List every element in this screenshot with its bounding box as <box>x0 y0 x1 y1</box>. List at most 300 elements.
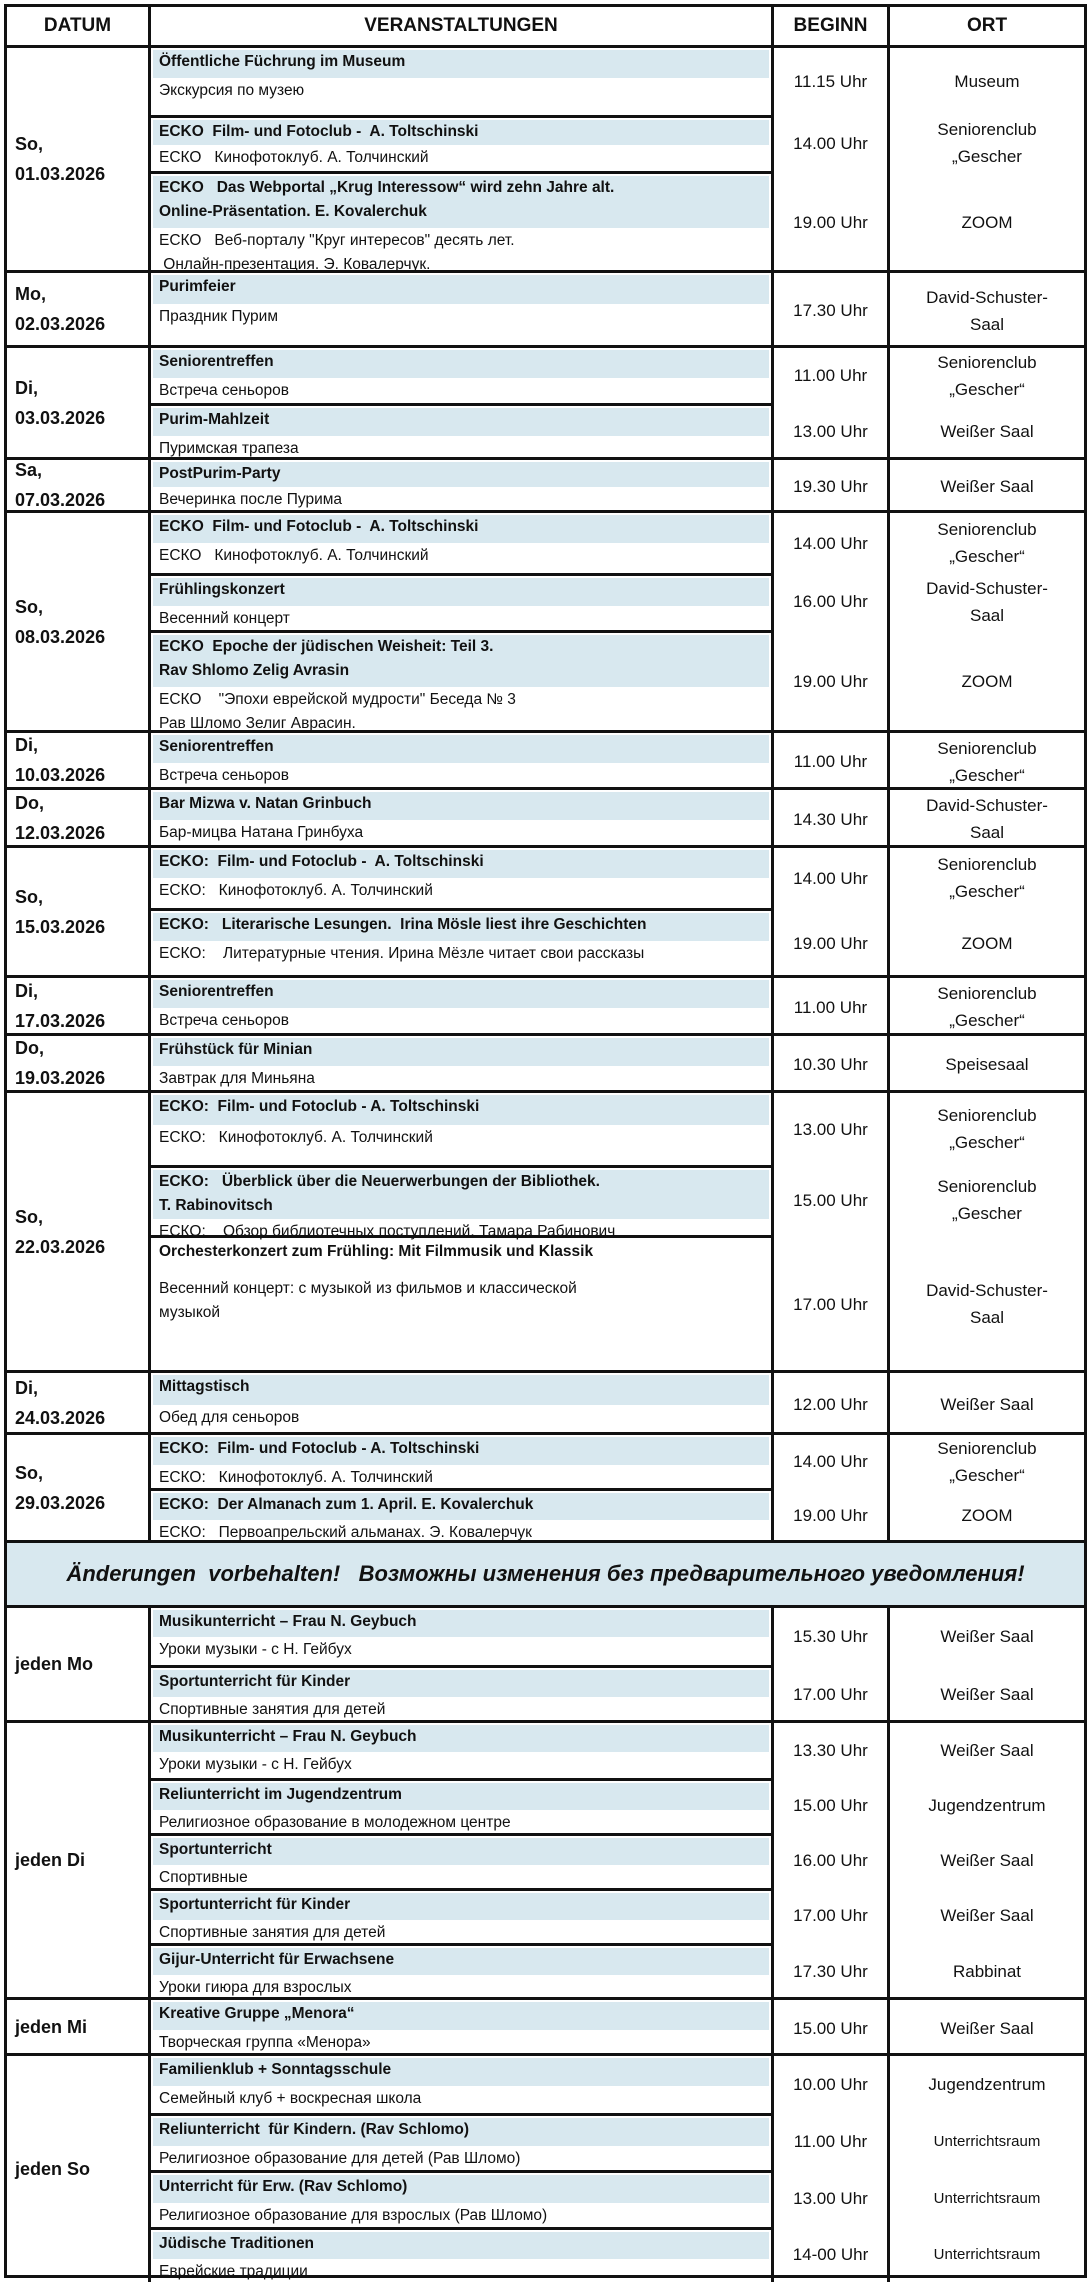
event-title-de: ECKO Epoche der jüdischen Weisheit: Teil 3. Rav Shlomo Zelig Avrasin <box>153 635 769 687</box>
date-cell <box>7 48 151 270</box>
date-label <box>15 788 105 848</box>
event-place: Unterrichtsraum <box>933 2246 1041 2263</box>
event-title-de: Reliunterricht für Kindern. (Rav Schlomo) <box>153 2118 769 2146</box>
event-title-de: Frühstück für Minian <box>153 1038 769 1066</box>
date-group <box>7 48 1084 273</box>
header-datum: DATUM <box>7 7 151 45</box>
event-entry <box>151 790 771 848</box>
date-label <box>15 882 105 942</box>
event-place: David-Schuster- Saal <box>926 578 1048 625</box>
event-time: 17.30 Uhr <box>793 301 868 320</box>
event-time: 14.00 Uhr <box>793 133 868 153</box>
date-weekday: So, <box>15 596 44 617</box>
event-title-ru: Религиозное образование для детей (Рав Шломо) <box>159 2150 521 2167</box>
event-place: Weißer Saal <box>940 1684 1034 1704</box>
event-title-de: Sportunterricht für Kinder <box>153 1670 769 1697</box>
time-cell <box>774 733 890 787</box>
event-title-de: ECKO: Film- und Fotoclub - A. Toltschinski <box>153 1095 769 1125</box>
event-title-de: Purimfeier <box>153 275 769 304</box>
event-place: Speisesaal <box>945 1055 1029 1074</box>
event-entry <box>151 1723 771 1778</box>
time-cell <box>774 2056 890 2282</box>
date-value: 19.03.2026 <box>15 1068 106 1088</box>
date-label <box>15 279 105 339</box>
event-entry <box>151 2056 771 2113</box>
event-entry <box>151 1488 771 1543</box>
time-cell <box>774 48 890 270</box>
event-entry <box>151 48 771 115</box>
event-title-de: Seniorentreffen <box>153 735 769 763</box>
event-time: 11.00 Uhr <box>793 997 868 1017</box>
event-place: Seniorenclub „Gescher“ <box>937 984 1037 1030</box>
place-cell <box>890 1373 1084 1432</box>
time-cell <box>774 1723 890 1997</box>
date-cell <box>7 460 151 510</box>
event-entry <box>151 2170 771 2227</box>
date-group <box>7 1036 1084 1093</box>
date-cell <box>7 1093 151 1370</box>
event-place: David-Schuster- Saal <box>926 287 1048 334</box>
time-cell <box>774 513 890 730</box>
event-place: Jugendzentrum <box>928 2075 1046 2094</box>
event-time: 19.00 Uhr <box>793 672 868 691</box>
event-place: Weißer Saal <box>940 1741 1034 1760</box>
event-title-de: Frühlingskonzert <box>153 578 769 606</box>
date-group <box>7 348 1084 460</box>
event-entry <box>151 2113 771 2170</box>
event-entry <box>151 2000 771 2056</box>
event-title-ru: ЕСКО: Кинофотоклуб. А. Толчинский <box>159 1129 433 1146</box>
event-entry <box>151 115 771 171</box>
event-time: 13.00 Uhr <box>793 422 868 441</box>
place-cell <box>890 2056 1084 2282</box>
event-time: 17.00 Uhr <box>793 1684 868 1704</box>
date-group <box>7 513 1084 733</box>
event-place: ZOOM <box>961 933 1013 953</box>
event-place: Weißer Saal <box>940 1906 1034 1925</box>
date-value: 01.03.2026 <box>15 164 106 184</box>
date-weekday: So, <box>15 134 44 154</box>
event-title-de: Reliunterricht im Jugendzentrum <box>153 1783 769 1810</box>
date-label <box>15 1373 105 1433</box>
event-title-ru: Уроки музыки - с Н. Гейбух <box>159 1756 352 1773</box>
header-ort: ORT <box>966 15 1008 36</box>
date-group <box>7 1093 1084 1373</box>
date-cell <box>7 1435 151 1540</box>
event-title-ru: Уроки гиюра для взрослых <box>159 1979 352 1996</box>
date-cell <box>7 848 151 975</box>
event-place: ZOOM <box>961 672 1013 691</box>
date-group <box>7 1435 1084 1543</box>
event-title-de: ECKO: Film- und Fotoclub - A. Toltschinski <box>153 1437 769 1465</box>
place-cell <box>890 790 1084 845</box>
date-value: 29.03.2026 <box>15 1492 106 1513</box>
event-title-ru: Семейный клуб + воскресная школа <box>159 2090 422 2107</box>
event-time: 11.00 Uhr <box>793 366 868 385</box>
event-entry <box>151 848 771 908</box>
date-value: 02.03.2026 <box>15 314 106 334</box>
event-title-ru: Бар-мицва Натана Гринбуха <box>159 824 364 841</box>
date-weekday: Di, <box>15 1377 39 1398</box>
place-cell <box>890 733 1084 787</box>
date-group <box>7 1723 1084 2000</box>
event-title-de: ECKO: Film- und Fotoclub - A. Toltschinski <box>153 850 769 878</box>
event-place: Seniorenclub „Gescher“ <box>937 738 1037 785</box>
events-cell <box>151 348 774 457</box>
place-cell <box>890 2000 1084 2053</box>
event-place: Seniorenclub „Gescher <box>937 1177 1037 1223</box>
date-group <box>7 848 1084 978</box>
event-title-de: Orchesterkonzert zum Frühling: Mit Filmmusik und Klassik <box>159 1243 594 1260</box>
events-cell <box>151 978 774 1033</box>
event-entry <box>151 403 771 460</box>
changes-notice-banner: Änderungen vorbehalten! Возможны изменения без предварительного уведомления! <box>7 1543 1084 1608</box>
date-weekday: Di, <box>15 980 39 1001</box>
event-title-de: Musikunterricht – Frau N. Geybuch <box>153 1610 769 1637</box>
event-title-de: ECKO: Literarische Lesungen. Irina Mösle liest ihre Geschichten <box>153 913 769 941</box>
event-time: 11.15 Uhr <box>793 72 868 91</box>
event-title-ru: ЕСКО: Кинофотоклуб. А. Толчинский <box>159 882 433 899</box>
date-weekday: Do, <box>15 1038 44 1058</box>
event-time: 10.30 Uhr <box>793 1055 868 1074</box>
events-cell <box>151 2000 774 2053</box>
event-title-ru: Религиозное образование в молодежном центре <box>159 1814 511 1831</box>
events-cell <box>151 1723 774 1997</box>
event-time: 16.00 Uhr <box>793 592 868 611</box>
event-time: 17.30 Uhr <box>793 1962 868 1981</box>
event-time: 14.00 Uhr <box>793 1452 868 1471</box>
event-entry <box>151 1665 771 1723</box>
event-entry <box>151 908 771 978</box>
events-cell <box>151 273 774 345</box>
place-cell <box>890 1435 1084 1540</box>
event-time: 13.00 Uhr <box>793 2189 868 2208</box>
event-time: 15.00 Uhr <box>793 1190 868 1210</box>
event-title-de: Unterricht für Erw. (Rav Schlomo) <box>153 2175 769 2203</box>
event-title-ru: ЕСКО: Литературные чтения. Ирина Мёзле читает свои рассказы <box>159 945 645 962</box>
date-label <box>15 1033 105 1093</box>
event-title-de: Seniorentreffen <box>153 350 769 378</box>
date-cell <box>7 1373 151 1432</box>
date-cell <box>7 733 151 787</box>
date-weekday: So, <box>15 1206 44 1227</box>
event-title-ru: Экскурсия по музею <box>159 82 305 99</box>
date-value: 07.03.2026 <box>15 490 106 510</box>
date-cell <box>7 273 151 345</box>
event-title-de: Sportunterricht für Kinder <box>153 1893 769 1920</box>
event-time: 14.00 Uhr <box>793 533 868 553</box>
event-entry <box>151 171 771 273</box>
table-header <box>7 7 1084 48</box>
place-cell <box>890 1608 1084 1720</box>
date-cell <box>7 1723 151 1997</box>
event-time: 11.00 Uhr <box>793 2132 868 2151</box>
event-entry <box>151 2227 771 2282</box>
time-cell <box>774 2000 890 2053</box>
date-label <box>15 129 105 189</box>
events-cell <box>151 48 774 273</box>
date-weekday: jeden Mi <box>15 2016 88 2037</box>
events-cell <box>151 848 774 975</box>
date-label <box>15 2012 87 2042</box>
date-value: 22.03.2026 <box>15 1236 106 1257</box>
events-cell <box>151 513 774 730</box>
place-cell <box>890 978 1084 1033</box>
date-value: 24.03.2026 <box>15 1407 106 1428</box>
event-time: 15.30 Uhr <box>793 1627 868 1646</box>
event-title-ru: Еврейские традиции <box>159 2263 308 2280</box>
place-cell <box>890 460 1084 510</box>
event-title-ru: Религиозное образование для взрослых (Рав Шломо) <box>159 2207 548 2224</box>
event-title-ru: ЕСКО: Первоапрельский альманах. Э. Ковалерчук <box>159 1524 532 1541</box>
event-title-ru: Завтрак для Миньяна <box>159 1070 315 1087</box>
event-title-ru: Встреча сеньоров <box>159 1012 290 1029</box>
events-cell <box>151 1373 774 1432</box>
date-group <box>7 2000 1084 2056</box>
schedule-table <box>4 4 1087 2278</box>
time-cell <box>774 1093 890 1370</box>
event-title-de: Bar Mizwa v. Natan Grinbuch <box>153 792 769 820</box>
event-place: Unterrichtsraum <box>933 2133 1041 2150</box>
time-cell <box>774 1373 890 1432</box>
events-cell <box>151 1093 774 1370</box>
date-label <box>15 592 105 652</box>
date-label <box>15 1202 105 1262</box>
event-title-de: ECKO Film- und Fotoclub - A. Toltschinski <box>153 120 769 145</box>
event-entry <box>151 1093 771 1165</box>
date-cell <box>7 978 151 1033</box>
event-entry <box>151 273 771 348</box>
event-entry <box>151 1888 771 1943</box>
time-cell <box>774 1036 890 1090</box>
event-entry <box>151 1608 771 1665</box>
date-label <box>15 1458 105 1518</box>
event-title-de: ECKO Film- und Fotoclub - A. Toltschinski <box>153 515 769 543</box>
date-label <box>15 455 105 515</box>
event-title-de: Seniorentreffen <box>153 980 769 1008</box>
event-title-de: Gijur-Unterricht für Erwachsene <box>153 1948 769 1975</box>
event-time: 11.00 Uhr <box>793 752 868 771</box>
date-group <box>7 273 1084 348</box>
event-entry <box>151 1036 771 1093</box>
date-cell <box>7 1036 151 1090</box>
date-value: 17.03.2026 <box>15 1010 106 1031</box>
date-group <box>7 790 1084 848</box>
place-cell <box>890 1093 1084 1370</box>
event-time: 17.00 Uhr <box>793 1294 868 1314</box>
event-time: 12.00 Uhr <box>793 1394 868 1414</box>
events-cell <box>151 1036 774 1090</box>
header-veranstaltungen: VERANSTALTUNGEN <box>151 7 774 45</box>
event-entry <box>151 733 771 790</box>
event-time: 14.30 Uhr <box>793 809 868 829</box>
event-title-ru: Встреча сеньоров <box>159 767 290 784</box>
events-cell <box>151 2056 774 2282</box>
event-place: Seniorenclub „Gescher“ <box>937 352 1037 399</box>
event-title-ru: Вечеринка после Пурима <box>159 491 343 508</box>
event-entry <box>151 1778 771 1833</box>
date-label <box>15 2154 90 2184</box>
place-cell <box>890 48 1084 270</box>
event-title-ru: ЕСКО Кинофотоклуб. А. Толчинский <box>159 149 429 166</box>
event-time: 15.00 Uhr <box>793 1796 868 1815</box>
event-title-ru: Встреча сеньоров <box>159 382 290 399</box>
event-title-de: Jüdische Traditionen <box>153 2232 769 2259</box>
event-title-de: Mittagstisch <box>153 1375 769 1405</box>
event-entry <box>151 513 771 573</box>
date-weekday: So, <box>15 886 44 907</box>
date-group <box>7 978 1084 1036</box>
date-cell <box>7 790 151 845</box>
event-entry <box>151 1435 771 1488</box>
time-cell <box>774 848 890 975</box>
event-place: Rabbinat <box>952 1962 1022 1981</box>
date-value: 15.03.2026 <box>15 916 106 937</box>
event-title-ru: Уроки музыки - с Н. Гейбух <box>159 1641 352 1658</box>
date-weekday: Di, <box>15 735 39 755</box>
event-entry <box>151 1235 771 1373</box>
place-cell <box>890 1723 1084 1997</box>
event-time: 14-00 Uhr <box>792 2245 869 2264</box>
event-entry <box>151 348 771 403</box>
time-cell <box>774 460 890 510</box>
event-time: 19.30 Uhr <box>793 477 868 496</box>
time-cell <box>774 273 890 345</box>
date-label <box>15 1845 85 1875</box>
event-title-ru: ЕСКО Веб-порталу "Круг интересов" десять лет. Онлайн-презентация. Э. Ковалерчук. <box>159 232 515 273</box>
date-group <box>7 1373 1084 1435</box>
place-cell <box>890 348 1084 457</box>
event-title-de: Kreative Gruppe „Menora“ <box>153 2002 769 2030</box>
date-weekday: Di, <box>15 377 39 398</box>
event-place: Weißer Saal <box>940 422 1034 441</box>
date-value: 10.03.2026 <box>15 765 106 785</box>
event-title-de: ECKO Das Webportal „Krug Interessow“ wird zehn Jahre alt. Online-Präsentation. E. Kovalerchuk <box>153 176 769 228</box>
event-title-de: PostPurim-Party <box>153 462 769 487</box>
event-place: Seniorenclub „Gescher“ <box>937 520 1037 566</box>
time-cell <box>774 1435 890 1540</box>
event-time: 13.30 Uhr <box>793 1741 868 1760</box>
event-place: Weißer Saal <box>940 1394 1034 1414</box>
event-title-ru: ЕСКО Кинофотоклуб. А. Толчинский <box>159 547 429 564</box>
event-title-ru: Спортивные <box>159 1869 248 1886</box>
time-cell <box>774 1608 890 1720</box>
date-value: 12.03.2026 <box>15 822 106 843</box>
event-time: 15.00 Uhr <box>793 2018 868 2038</box>
event-title-ru: Спортивные занятия для детей <box>159 1924 386 1941</box>
date-weekday: Mo, <box>15 284 46 304</box>
event-title-ru: Весенний концерт <box>159 610 290 627</box>
event-entry <box>151 1165 771 1240</box>
date-weekday: jeden Di <box>15 1850 86 1870</box>
place-cell <box>890 1036 1084 1090</box>
date-group <box>7 460 1084 513</box>
date-group <box>7 1608 1084 1723</box>
event-title-ru: Пуримская трапеза <box>159 440 299 457</box>
event-place: David-Schuster- Saal <box>926 1281 1048 1327</box>
event-title-ru: Обед для сеньоров <box>159 1409 300 1426</box>
event-place: Weißer Saal <box>940 477 1034 496</box>
date-weekday: So, <box>15 1462 44 1483</box>
date-cell <box>7 513 151 730</box>
event-place: Weißer Saal <box>940 2018 1034 2038</box>
header-beginn: BEGINN <box>774 7 890 45</box>
event-title-de: Purim-Mahlzeit <box>153 408 769 436</box>
event-time: 13.00 Uhr <box>793 1119 868 1139</box>
event-time: 19.00 Uhr <box>793 212 868 232</box>
event-time: 19.00 Uhr <box>793 1506 868 1525</box>
event-place: Seniorenclub „Gescher“ <box>937 1106 1037 1152</box>
event-title-ru: ЕСКО: Обзор библиотечных поступлений. Тамара Рабинович <box>159 1223 616 1240</box>
date-group <box>7 2056 1084 2282</box>
event-time: 16.00 Uhr <box>793 1851 868 1870</box>
date-group <box>7 733 1084 790</box>
event-title-de: Sportunterricht <box>153 1838 769 1865</box>
event-title-ru: ЕСКО: Кинофотоклуб. А. Толчинский <box>159 1469 433 1486</box>
date-cell <box>7 2000 151 2053</box>
event-title-de: Musikunterricht – Frau N. Geybuch <box>153 1725 769 1752</box>
events-cell <box>151 460 774 510</box>
event-title-ru: Спортивные занятия для детей <box>159 1701 386 1718</box>
event-place: Seniorenclub „Gescher“ <box>937 855 1037 901</box>
event-time: 19.00 Uhr <box>793 933 868 953</box>
event-entry <box>151 1833 771 1888</box>
place-cell <box>890 848 1084 975</box>
event-time: 14.00 Uhr <box>793 868 868 888</box>
date-weekday: jeden Mo <box>15 1654 94 1674</box>
date-label <box>15 373 105 433</box>
event-place: Seniorenclub „Gescher <box>937 120 1037 166</box>
event-place: Jugendzentrum <box>928 1796 1046 1815</box>
event-place: Museum <box>954 72 1020 91</box>
event-place: ZOOM <box>961 1506 1013 1525</box>
event-entry <box>151 573 771 630</box>
date-label <box>15 730 105 790</box>
place-cell <box>890 513 1084 730</box>
time-cell <box>774 348 890 457</box>
event-entry <box>151 630 771 733</box>
event-title-de: Öffentliche Füchrung im Museum <box>153 50 769 78</box>
events-cell <box>151 733 774 787</box>
event-place: Seniorenclub „Gescher“ <box>937 1438 1037 1485</box>
date-value: 03.03.2026 <box>15 407 106 428</box>
event-place: Unterrichtsraum <box>933 2190 1041 2207</box>
place-cell <box>890 273 1084 345</box>
event-title-ru: Праздник Пурим <box>159 308 278 325</box>
event-place: David-Schuster- Saal <box>926 796 1048 842</box>
event-title-de: ECKO: Der Almanach zum 1. April. E. Kovalerchuk <box>153 1493 769 1520</box>
event-place: ZOOM <box>961 212 1013 232</box>
event-entry <box>151 978 771 1036</box>
event-entry <box>151 1943 771 2000</box>
date-cell <box>7 1608 151 1720</box>
date-cell <box>7 348 151 457</box>
events-cell <box>151 1608 774 1720</box>
event-place: Weißer Saal <box>940 1627 1034 1646</box>
date-cell <box>7 2056 151 2282</box>
date-label <box>15 976 105 1036</box>
time-cell <box>774 978 890 1033</box>
events-cell <box>151 1435 774 1540</box>
event-time: 10.00 Uhr <box>793 2075 868 2094</box>
date-weekday: Sa, <box>15 460 43 480</box>
date-weekday: jeden So <box>15 2159 91 2179</box>
event-entry <box>151 460 771 513</box>
date-value: 08.03.2026 <box>15 626 106 647</box>
event-time: 17.00 Uhr <box>793 1906 868 1925</box>
event-title-ru: Весенний концерт: с музыкой из фильмов и классической музыкой <box>159 1280 577 1321</box>
time-cell <box>774 790 890 845</box>
